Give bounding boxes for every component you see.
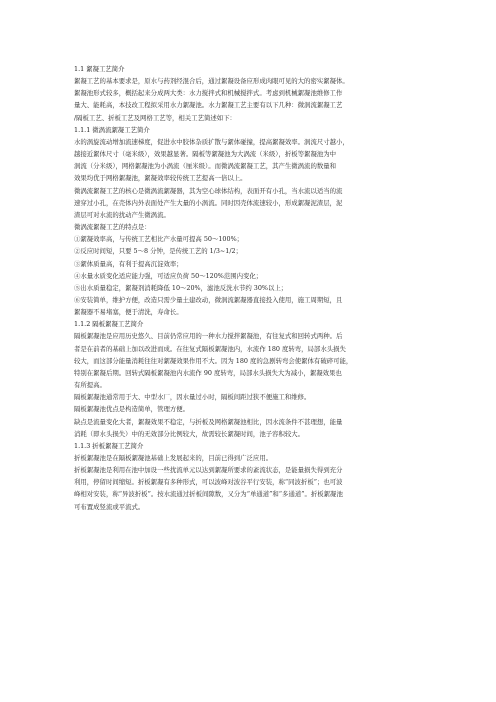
body-text-line: 微涡流絮凝工艺的核心是微涡流絮凝器，其为空心球体结构，表面开有小孔，当水流以适当的流 <box>74 186 343 195</box>
body-text-line: 渣层可对水流的扰动产生微涡流。 <box>74 210 170 219</box>
body-text-line: 隔板絮凝池优点是构造简单，管理方便。 <box>74 405 190 414</box>
body-text-line: 隔板絮凝池通常用于大、中型水厂，因水量过小时，隔板间距过狭不便施工和维修。 <box>74 393 311 402</box>
body-text-line: 特别在絮凝后期。回转式隔板絮凝池内水流作 90 度转弯，局部水头损失大为减小，絮凝效果也 <box>74 368 342 377</box>
body-text-line: 效果均优于网格絮凝池，絮凝效率较传统工艺提高一倍以上。 <box>74 174 247 183</box>
list-item: ④水量水质变化适应能力强，可适应负荷 50～120%范围内变化； <box>74 271 263 280</box>
body-text-line: /隔板工艺、折板工艺及网格工艺等，相关工艺简述如下： <box>74 113 236 122</box>
body-text-line: 絮凝工艺的基本要求是，原水与药剂经混合后，通过絮凝设备应形成肉眼可见的大的密实絮凝体。 <box>74 77 349 86</box>
body-text-line: 涡流（分米级），网格絮凝池为小涡流（厘米级）。而微涡流絮凝工艺，其产生微涡流的数量和 <box>74 162 337 171</box>
list-item: ⑤出水质量稳定，絮凝剂消耗降低 10～20%，滤池反洗水节约 30%以上； <box>74 283 288 292</box>
list-item: ③絮体质量高，有利于提高沉淀效率； <box>74 259 183 268</box>
body-text-line: 微涡流絮凝工艺的特点是： <box>74 223 151 232</box>
body-text-line: 缺点是流量变化大者，絮凝效果不稳定，与折板及网格絮凝池相比，因水流条件不甚理想，能量 <box>74 417 343 426</box>
subsection-heading: 1.1.1 微涡流絮凝工艺简介 <box>74 125 150 134</box>
body-text-line: 较大，而这部分能量消耗往往对絮凝效果作用不大。因为 180 度的急剧转弯会使絮体有破碎可能， <box>74 356 353 365</box>
body-text-line: 速穿过小孔，在壳体内外表面处产生大量的小涡流。同时因壳体流速较小，形成絮凝泥渣层，泥 <box>74 198 343 207</box>
body-text-line: 利用，停留时间缩短。折板絮凝有多种形式，可以波峰对波谷平行安装，称“同波折板”；也可波 <box>74 478 343 487</box>
body-text-line: 峰相对安装，称“异波折板”。按水流通过折板间隙数，又分为“单通道”和“多通道”。折板絮凝池 <box>74 490 343 499</box>
body-text-line: 折板絮凝池是在隔板絮凝池基础上发展起来的，目前已得到广泛应用。 <box>74 454 273 462</box>
body-text-line: 越接近絮体尺寸（毫米级），效果越显著。隔板等絮凝池为大涡流（米级），折板等絮凝池为中 <box>74 150 337 159</box>
body-text-line: 量大、能耗高，本技改工程拟采用水力絮凝池。水力絮凝工艺主要有以下几种：微涡流絮凝工艺 <box>74 101 343 110</box>
list-item: ②反应时间短，只要 5～8 分钟，是传统工艺的 1/3~1/2； <box>74 247 242 256</box>
list-item: ⑥安装简单，维护方便，改造只需少量土建改动，微涡流絮凝器直接投入使用，施工周期短，且 <box>74 295 343 304</box>
body-text-line: 可布置成竖流或平流式。 <box>74 502 145 511</box>
body-text-line: 者是在前者的基础上加以改进而成。在往复式隔板絮凝池内，水流作 180 度转弯，局部水头损失 <box>74 344 346 353</box>
subsection-heading: 1.1.2 隔板絮凝工艺简介 <box>74 320 144 329</box>
body-text-line: 絮凝池形式较多，概括起来分成两大类：水力搅拌式和机械搅拌式。考虑到机械絮凝池维修工作 <box>74 89 343 98</box>
body-text-line: 水的涡旋流动增加流速梯度，促进水中胶体杂质扩散与絮体碰撞，提高絮凝效率。涡流尺寸越小， <box>74 137 349 146</box>
list-item: ①絮凝效率高，与传统工艺相比产水量可提高 50～100%； <box>74 235 244 244</box>
body-text-line: 有所提高。 <box>74 381 106 390</box>
body-text-line: 折板絮凝池是利用在池中加设一些扰流单元以达到絮凝所要求的紊流状态，是能量损失得到充分 <box>74 466 343 475</box>
section-heading: 1.1 絮凝工艺简介 <box>74 65 125 73</box>
body-text-line: 隔板絮凝池是应用历史悠久、目前仍常应用的一种水力搅拌絮凝池，有往复式和回转式两种。后 <box>74 332 343 341</box>
body-text-line: 絮凝器不易堵塞，便于清洗，寿命长。 <box>74 308 183 317</box>
subsection-heading: 1.1.3 折板絮凝工艺简介 <box>74 441 144 450</box>
body-text-line: 消耗（即水头损失）中的无效部分比例较大，故需较长絮凝时间，池子容积较大。 <box>74 429 305 438</box>
